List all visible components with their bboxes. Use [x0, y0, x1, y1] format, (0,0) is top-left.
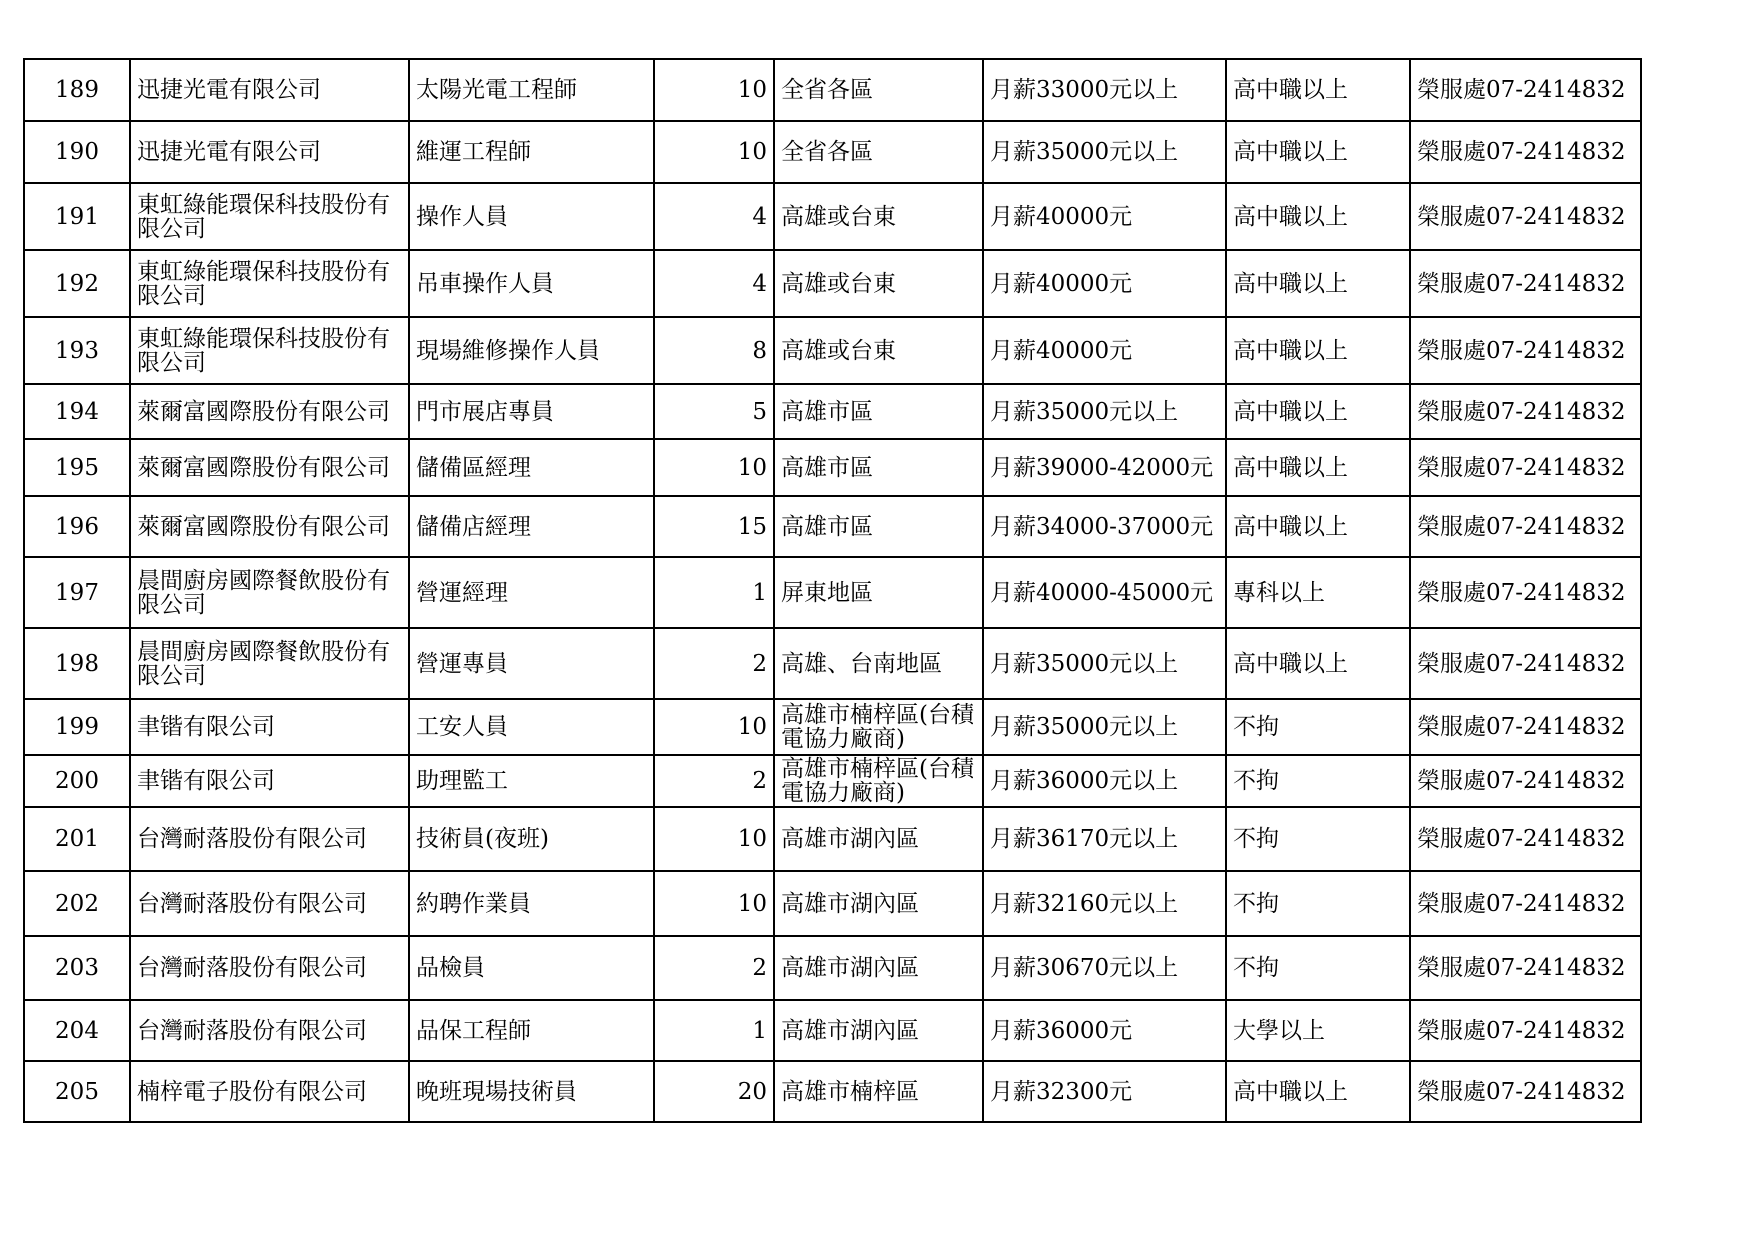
salary: 月薪35000元以上: [983, 121, 1226, 183]
job-title: 工安人員: [409, 699, 654, 755]
headcount: 10: [654, 439, 774, 496]
contact: 榮服處07-2414832: [1410, 250, 1641, 317]
job-title: 吊車操作人員: [409, 250, 654, 317]
contact: 榮服處07-2414832: [1410, 557, 1641, 628]
job-listings-table: [23, 58, 1642, 1123]
table-row: [24, 1061, 1641, 1122]
table-row: [24, 250, 1641, 317]
education: 高中職以上: [1226, 59, 1410, 121]
table-row: [24, 936, 1641, 1000]
company-name: 東虹綠能環保科技股份有限公司: [130, 317, 409, 384]
work-location: 高雄市湖內區: [774, 1000, 983, 1061]
work-location: 高雄、台南地區: [774, 628, 983, 699]
company-name: 晨間廚房國際餐飲股份有限公司: [130, 628, 409, 699]
job-title: 品檢員: [409, 936, 654, 1000]
work-location: 高雄市湖內區: [774, 871, 983, 936]
work-location: 高雄或台東: [774, 183, 983, 250]
contact: 榮服處07-2414832: [1410, 317, 1641, 384]
headcount: 10: [654, 871, 774, 936]
work-location: 高雄市湖內區: [774, 936, 983, 1000]
education: 高中職以上: [1226, 121, 1410, 183]
row-number: 194: [24, 384, 130, 439]
salary: 月薪35000元以上: [983, 384, 1226, 439]
work-location: 高雄市區: [774, 439, 983, 496]
row-number: 204: [24, 1000, 130, 1061]
table-row: [24, 121, 1641, 183]
table-row: [24, 557, 1641, 628]
contact: 榮服處07-2414832: [1410, 807, 1641, 871]
education: 專科以上: [1226, 557, 1410, 628]
education: 高中職以上: [1226, 384, 1410, 439]
company-name: 萊爾富國際股份有限公司: [130, 439, 409, 496]
salary: 月薪32300元: [983, 1061, 1226, 1122]
contact: 榮服處07-2414832: [1410, 699, 1641, 755]
contact: 榮服處07-2414832: [1410, 496, 1641, 557]
contact: 榮服處07-2414832: [1410, 59, 1641, 121]
education: 高中職以上: [1226, 317, 1410, 384]
headcount: 15: [654, 496, 774, 557]
row-number: 201: [24, 807, 130, 871]
table-row: [24, 384, 1641, 439]
job-title: 約聘作業員: [409, 871, 654, 936]
headcount: 10: [654, 59, 774, 121]
table-row: [24, 1000, 1641, 1061]
job-title: 現場維修操作人員: [409, 317, 654, 384]
job-title: 維運工程師: [409, 121, 654, 183]
contact: 榮服處07-2414832: [1410, 183, 1641, 250]
contact: 榮服處07-2414832: [1410, 755, 1641, 807]
work-location: 高雄市區: [774, 384, 983, 439]
work-location: 高雄市區: [774, 496, 983, 557]
company-name: 聿锴有限公司: [130, 755, 409, 807]
salary: 月薪35000元以上: [983, 699, 1226, 755]
table-row: [24, 628, 1641, 699]
job-title: 晚班現場技術員: [409, 1061, 654, 1122]
headcount: 20: [654, 1061, 774, 1122]
work-location: 屏東地區: [774, 557, 983, 628]
contact: 榮服處07-2414832: [1410, 384, 1641, 439]
salary: 月薪36170元以上: [983, 807, 1226, 871]
row-number: 199: [24, 699, 130, 755]
table-row: [24, 59, 1641, 121]
headcount: 10: [654, 807, 774, 871]
contact: 榮服處07-2414832: [1410, 871, 1641, 936]
company-name: 聿锴有限公司: [130, 699, 409, 755]
headcount: 8: [654, 317, 774, 384]
job-title: 儲備區經理: [409, 439, 654, 496]
job-title: 儲備店經理: [409, 496, 654, 557]
contact: 榮服處07-2414832: [1410, 936, 1641, 1000]
table-row: [24, 317, 1641, 384]
job-title: 門市展店專員: [409, 384, 654, 439]
education: 高中職以上: [1226, 250, 1410, 317]
row-number: 191: [24, 183, 130, 250]
row-number: 193: [24, 317, 130, 384]
row-number: 190: [24, 121, 130, 183]
headcount: 2: [654, 936, 774, 1000]
table-row: [24, 755, 1641, 807]
row-number: 197: [24, 557, 130, 628]
salary: 月薪40000元: [983, 250, 1226, 317]
work-location: 高雄或台東: [774, 317, 983, 384]
contact: 榮服處07-2414832: [1410, 1061, 1641, 1122]
contact: 榮服處07-2414832: [1410, 1000, 1641, 1061]
salary: 月薪34000-37000元: [983, 496, 1226, 557]
job-title: 操作人員: [409, 183, 654, 250]
education: 不拘: [1226, 755, 1410, 807]
contact: 榮服處07-2414832: [1410, 628, 1641, 699]
work-location: 高雄或台東: [774, 250, 983, 317]
headcount: 4: [654, 250, 774, 317]
headcount: 10: [654, 699, 774, 755]
row-number: 195: [24, 439, 130, 496]
row-number: 202: [24, 871, 130, 936]
row-number: 196: [24, 496, 130, 557]
salary: 月薪33000元以上: [983, 59, 1226, 121]
table-row: [24, 807, 1641, 871]
company-name: 迅捷光電有限公司: [130, 59, 409, 121]
row-number: 192: [24, 250, 130, 317]
company-name: 台灣耐落股份有限公司: [130, 936, 409, 1000]
education: 高中職以上: [1226, 628, 1410, 699]
headcount: 5: [654, 384, 774, 439]
work-location: 全省各區: [774, 59, 983, 121]
job-listings-body: [24, 59, 1641, 1122]
table-row: [24, 439, 1641, 496]
company-name: 楠梓電子股份有限公司: [130, 1061, 409, 1122]
education: 高中職以上: [1226, 183, 1410, 250]
headcount: 2: [654, 755, 774, 807]
work-location: 高雄市楠梓區(台積電協力廠商): [774, 755, 983, 807]
work-location: 高雄市湖內區: [774, 807, 983, 871]
salary: 月薪30670元以上: [983, 936, 1226, 1000]
job-title: 技術員(夜班): [409, 807, 654, 871]
education: 大學以上: [1226, 1000, 1410, 1061]
headcount: 2: [654, 628, 774, 699]
education: 不拘: [1226, 936, 1410, 1000]
headcount: 1: [654, 1000, 774, 1061]
education: 高中職以上: [1226, 1061, 1410, 1122]
table-row: [24, 699, 1641, 755]
job-title: 助理監工: [409, 755, 654, 807]
table-row: [24, 183, 1641, 250]
salary: 月薪35000元以上: [983, 628, 1226, 699]
salary: 月薪40000元: [983, 317, 1226, 384]
company-name: 台灣耐落股份有限公司: [130, 1000, 409, 1061]
education: 高中職以上: [1226, 496, 1410, 557]
headcount: 4: [654, 183, 774, 250]
salary: 月薪36000元: [983, 1000, 1226, 1061]
work-location: 全省各區: [774, 121, 983, 183]
education: 高中職以上: [1226, 439, 1410, 496]
salary: 月薪40000元: [983, 183, 1226, 250]
row-number: 189: [24, 59, 130, 121]
company-name: 東虹綠能環保科技股份有限公司: [130, 250, 409, 317]
table-row: [24, 496, 1641, 557]
education: 不拘: [1226, 699, 1410, 755]
company-name: 台灣耐落股份有限公司: [130, 871, 409, 936]
work-location: 高雄市楠梓區(台積電協力廠商): [774, 699, 983, 755]
headcount: 1: [654, 557, 774, 628]
company-name: 迅捷光電有限公司: [130, 121, 409, 183]
salary: 月薪36000元以上: [983, 755, 1226, 807]
company-name: 晨間廚房國際餐飲股份有限公司: [130, 557, 409, 628]
headcount: 10: [654, 121, 774, 183]
company-name: 東虹綠能環保科技股份有限公司: [130, 183, 409, 250]
row-number: 200: [24, 755, 130, 807]
table-row: [24, 871, 1641, 936]
education: 不拘: [1226, 807, 1410, 871]
job-title: 品保工程師: [409, 1000, 654, 1061]
job-title: 營運經理: [409, 557, 654, 628]
contact: 榮服處07-2414832: [1410, 121, 1641, 183]
education: 不拘: [1226, 871, 1410, 936]
job-title: 太陽光電工程師: [409, 59, 654, 121]
job-title: 營運專員: [409, 628, 654, 699]
work-location: 高雄市楠梓區: [774, 1061, 983, 1122]
salary: 月薪32160元以上: [983, 871, 1226, 936]
row-number: 198: [24, 628, 130, 699]
salary: 月薪40000-45000元: [983, 557, 1226, 628]
salary: 月薪39000-42000元: [983, 439, 1226, 496]
company-name: 台灣耐落股份有限公司: [130, 807, 409, 871]
company-name: 萊爾富國際股份有限公司: [130, 496, 409, 557]
company-name: 萊爾富國際股份有限公司: [130, 384, 409, 439]
contact: 榮服處07-2414832: [1410, 439, 1641, 496]
row-number: 203: [24, 936, 130, 1000]
row-number: 205: [24, 1061, 130, 1122]
